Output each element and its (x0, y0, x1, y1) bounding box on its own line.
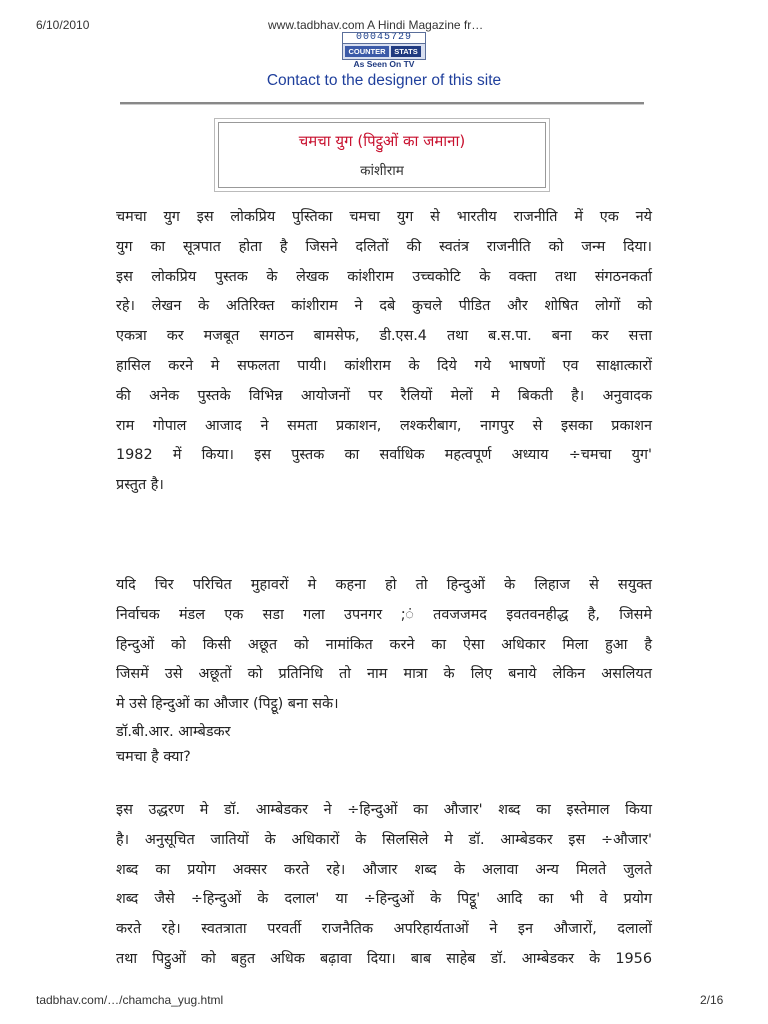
text-line: रहे। लेखन के अतिरिक्त कांशीराम ने दबे कुचले पीडित और शोषित लोगों को (116, 298, 652, 315)
text-line: प्रस्तुत है। (116, 477, 164, 494)
text-line: हासिल करने मे सफलता पायी। कांशीराम के दिये गये भाषणों एव साक्षात्कारों (116, 357, 652, 374)
text-line: है। अनुसूचित जातियों के अधिकारों के सिलसिले मे डॉ. आम्बेडकर इस ÷औजार' (116, 831, 652, 848)
horizontal-divider (120, 102, 644, 105)
quote-attribution: डॉ.बी.आर. आम्बेडकर (116, 723, 231, 740)
text-line: इस उद्धरण मे डॉ. आम्बेडकर ने ÷हिन्दुओं का औजार' शब्द का इस्तेमाल किया (116, 802, 652, 818)
paragraph-discussion (116, 796, 652, 975)
text-line: तथा पिट्ठुओं को बहुत अधिक बढ़ावा दिया। बाब साहेब डॉ. आम्बेडकर के 1956 (116, 950, 652, 967)
footer-page-number: 2/16 (700, 993, 724, 1007)
text-line: राम गोपाल आजाद ने समता प्रकाशन, लश्करीबाग, नागपुर से इसका प्रकाशन (116, 417, 652, 434)
text-line: की अनेक पुस्तके विभिन्न आयोजनों पर रैलियों मेलों मे बिकती है। अनुवादक (116, 387, 652, 404)
footer-url: tadbhav.com/…/chamcha_yug.html (36, 993, 224, 1007)
article-title: चमचा युग (पिट्ठुओं का जमाना) (298, 132, 466, 150)
counter-label: COUNTER (345, 46, 389, 57)
section-heading: चमचा है क्या? (116, 748, 191, 765)
text-line: 1982 में किया। इस पुस्तक का सर्वाधिक महत्वपूर्ण अध्याय ÷चमचा युग' (116, 447, 652, 464)
text-line: एकत्रा कर मजबूत सगठन बामसेफ, डी.एस.4 तथा ब.स.पा. बना कर सत्ता (116, 328, 652, 345)
contact-designer-link[interactable]: Contact to the designer of this site (266, 72, 502, 89)
visitor-counter-widget[interactable] (342, 32, 424, 60)
paragraph-quote (116, 571, 652, 770)
as-seen-on-tv-label: As Seen On TV (353, 59, 415, 69)
paragraph-intro (116, 203, 652, 501)
text-line: करते रहे। स्वतत्राता परवर्ती राजनैतिक अपरिहार्यताओं ने इन औजारों, दलालों (116, 921, 652, 938)
text-line: जिसमें उसे अछूतों को प्रतिनिधि तो नाम मात्रा के लिए बनाये लेकिन असलियत (116, 666, 652, 683)
text-line: चमचा युग इस लोकप्रिय पुस्तिका चमचा युग से भारतीय राजनीति में एक नये (116, 209, 652, 225)
text-line: निर्वाचक मंडल एक सडा गला उपनगर ;ं तवजजमद इवतवनहीद्ध है, जिसमे (116, 606, 652, 623)
text-line: इस लोकप्रिय पुस्तक के लेखक कांशीराम उच्चकोटि के वक्ता तथा संगठनकर्ता (116, 268, 652, 285)
text-line: हिन्दुओं को किसी अछूत को नामांकित करने का ऐसा अधिकार मिला हुआ है (116, 636, 652, 653)
text-line: शब्द जैसे ÷हिन्दुओं के दलाल' या ÷हिन्दुओं के पिट्ठू' आदि का भी वे प्रयोग (116, 891, 652, 908)
counter-digits: 00045729 (342, 32, 426, 43)
article-title-box (218, 122, 546, 188)
counter-stats-bar (342, 43, 426, 60)
text-line: युग का सूत्रपात होता है जिसने दलितों की स्वतंत्र राजनीति को जन्म दिया। (116, 238, 652, 255)
text-line: यदि चिर परिचित मुहावरों मे कहना हो तो हिन्दुओं के लिहाज से सयुक्त (116, 577, 652, 593)
text-line: शब्द का प्रयोग अक्सर करते रहे। औजार शब्द के अलावा अन्य मिलते जुलते (116, 861, 652, 878)
article-author: कांशीराम (360, 163, 404, 179)
header-date: 6/10/2010 (36, 18, 90, 32)
text-line: मे उसे हिन्दुओं का औजार (पिट्ठू) बना सके। (116, 696, 339, 713)
stats-label: STATS (391, 46, 421, 57)
header-page-title: www.tadbhav.com A Hindi Magazine fr… (268, 18, 484, 32)
